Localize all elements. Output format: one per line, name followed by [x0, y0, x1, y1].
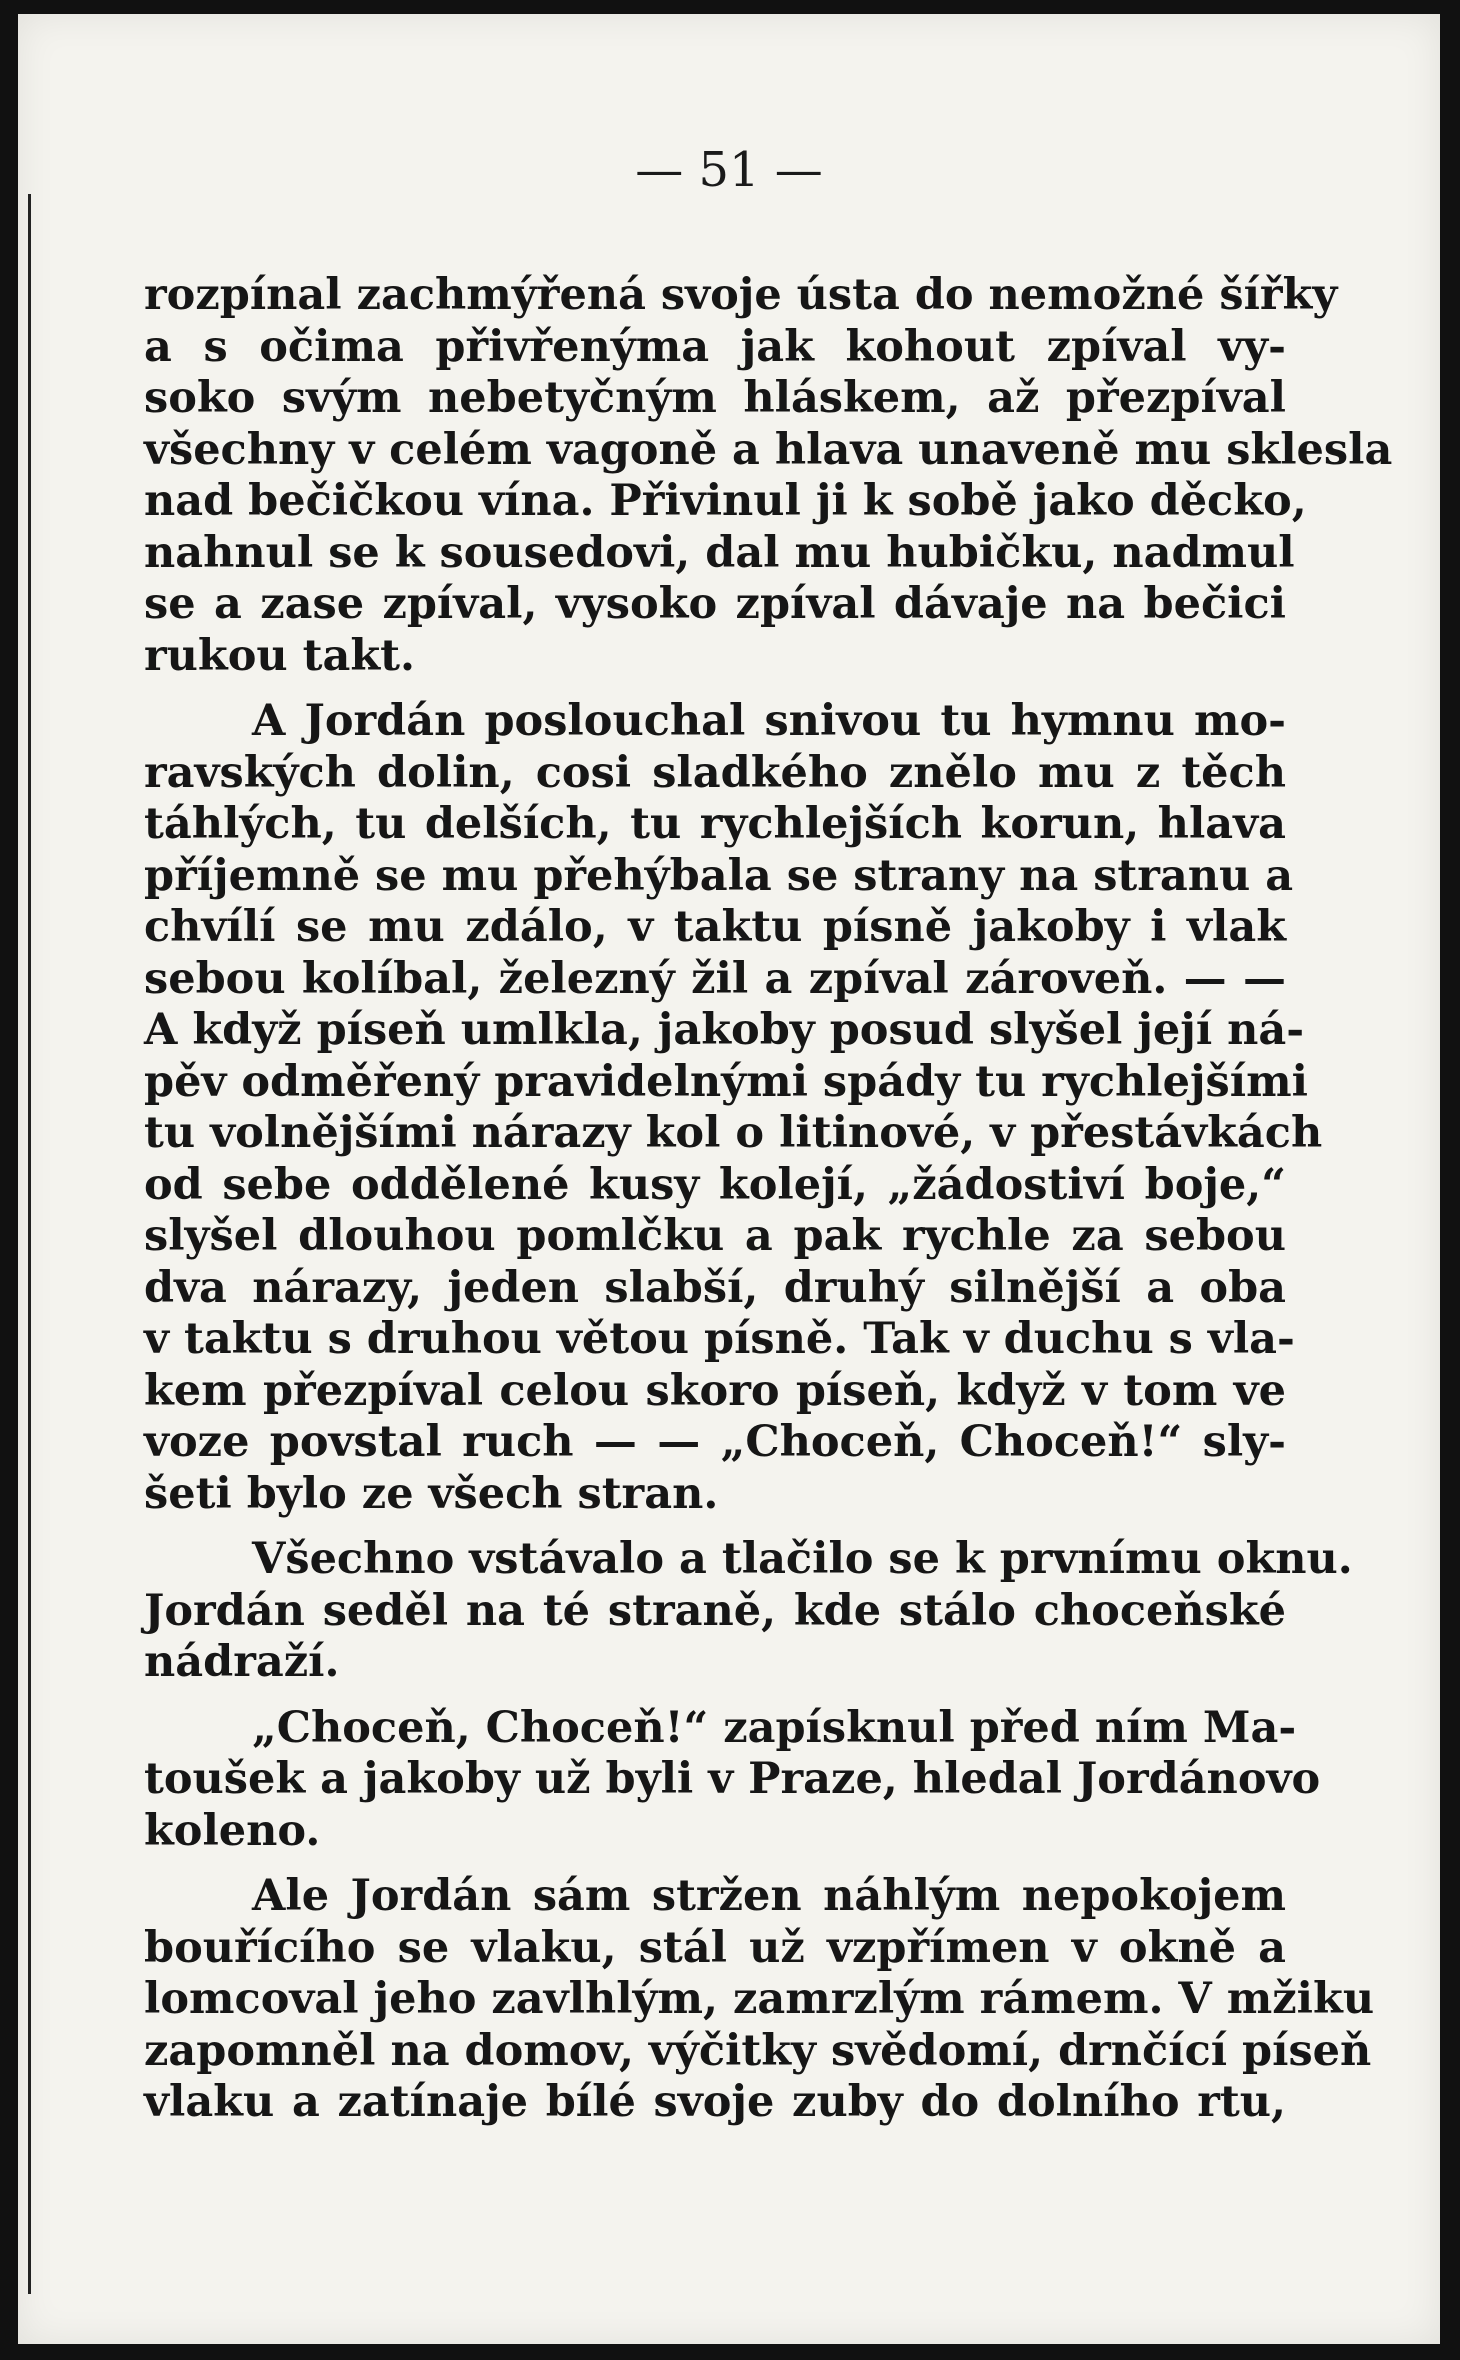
- text-line: všechny v celém vagoně a hlava unaveně mu sklesla: [144, 424, 1393, 475]
- paragraph-1: [144, 270, 1393, 682]
- text-line: pěv odměřený pravidelnými spády tu rychlejšími: [144, 1056, 1308, 1107]
- paragraph-4: [144, 1702, 1321, 1858]
- text-line: vlaku a zatínaje bílé svoje zuby do dolního rtu,: [144, 2077, 1286, 2127]
- text-line: příjemně se mu přehýbala se strany na stranu a: [144, 850, 1294, 901]
- text-line: chvílí se mu zdálo, v taktu písně jakoby i vlak: [144, 902, 1286, 952]
- text-line: A když píseň umlkla, jakoby posud slyšel její ná-: [144, 1005, 1305, 1055]
- text-line: dva nárazy, jeden slabší, druhý silnější a oba: [144, 1262, 1286, 1313]
- text-line: nádraží.: [144, 1637, 340, 1687]
- text-line: tu volnějšími nárazy kol o litinové, v přestávkách: [144, 1108, 1323, 1158]
- text-line: a s očima přivřenýma jak kohout zpíval vy-: [144, 321, 1286, 372]
- text-line: zapomněl na domov, výčitky svědomí, drnčící píseň: [144, 2025, 1372, 2076]
- text-line: se a zase zpíval, vysoko zpíval dávaje na bečici: [144, 579, 1286, 629]
- text-line: bouřícího se vlaku, stál už vzpřímen v okně a: [144, 1922, 1286, 1973]
- text-line: lomcoval jeho zavlhlým, zamrzlým rámem. V mžiku: [144, 1974, 1375, 2024]
- text-line: rozpínal zachmýřená svoje ústa do nemožné šířky: [144, 270, 1338, 320]
- text-line: v taktu s druhou větou písně. Tak v duchu s vla-: [144, 1314, 1295, 1364]
- text-line: šeti bylo ze všech stran.: [144, 1468, 719, 1519]
- paragraph-3: [144, 1534, 1353, 1689]
- text-line: od sebe oddělené kusy kolejí, „žádostiví boje,“: [144, 1159, 1286, 1210]
- text-line: Všechno vstávalo a tlačilo se k prvnímu oknu.: [252, 1534, 1353, 1584]
- text-line: soko svým nebetyčným hláskem, až přezpíval: [144, 373, 1286, 423]
- text-line: rukou takt.: [144, 630, 415, 681]
- text-line: voze povstal ruch — — „Choceň, Choceň!“ sly-: [144, 1417, 1286, 1467]
- book-page: [18, 14, 1440, 2344]
- text-line: koleno.: [144, 1805, 321, 1856]
- body-text: [144, 270, 1393, 2129]
- text-line: kem přezpíval celou skoro píseň, když v tom ve: [144, 1365, 1286, 1416]
- text-line: A Jordán poslouchal snivou tu hymnu mo-: [252, 696, 1286, 746]
- text-line: táhlých, tu delších, tu rychlejších korun, hlava: [144, 799, 1286, 849]
- page-edge-rule: [28, 194, 31, 2294]
- page-number: — 51 —: [635, 142, 823, 198]
- text-line: nad bečičkou vína. Přivinul ji k sobě jako děcko,: [144, 476, 1307, 526]
- text-line: slyšel dlouhou pomlčku a pak rychle za sebou: [144, 1211, 1286, 1261]
- paragraph-2: [144, 696, 1323, 1520]
- text-line: sebou kolíbal, železný žil a zpíval zároveň. — —: [144, 953, 1286, 1004]
- text-line: „Choceň, Choceň!“ zapísknul před ním Ma-: [252, 1702, 1297, 1753]
- text-line: toušek a jakoby už byli v Praze, hledal Jordánovo: [144, 1754, 1321, 1804]
- text-line: Jordán seděl na té straně, kde stálo choceňské: [144, 1585, 1286, 1636]
- paragraph-5: [144, 1871, 1375, 2129]
- text-line: Ale Jordán sám stržen náhlým nepokojem: [252, 1871, 1286, 1921]
- text-line: ravských dolin, cosi sladkého znělo mu z těch: [144, 747, 1286, 798]
- text-line: nahnul se k sousedovi, dal mu hubičku, nadmul: [144, 527, 1295, 578]
